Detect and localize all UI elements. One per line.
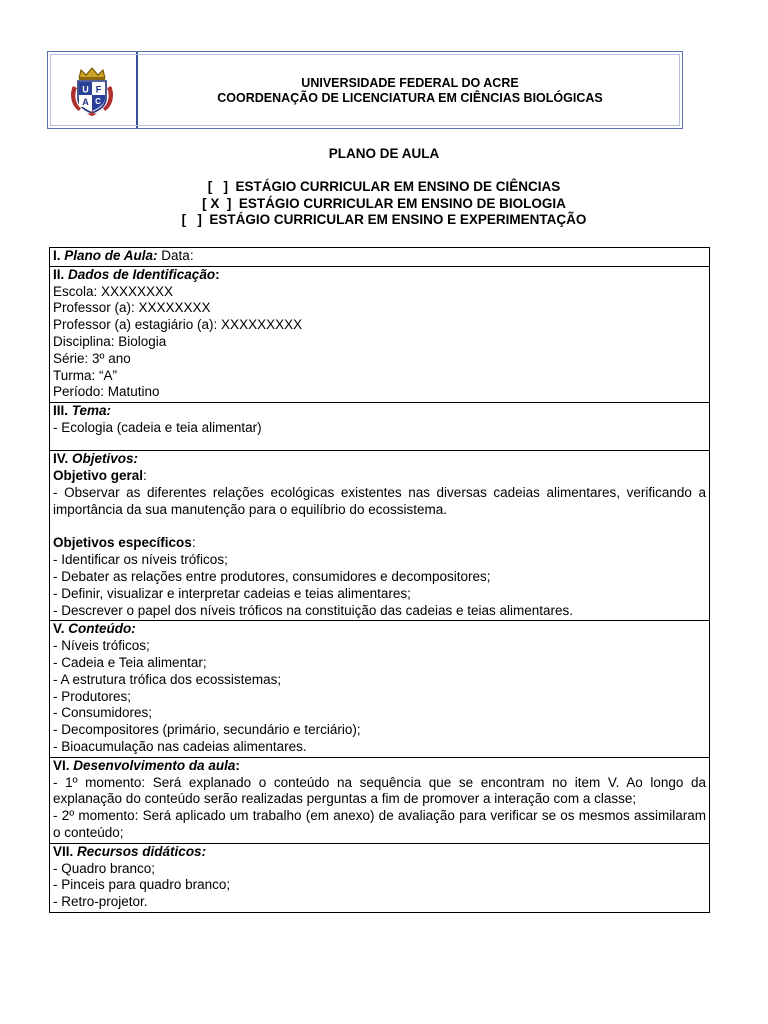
- internship-option-sciences: [ ] ESTÁGIO CURRICULAR EM ENSINO DE CIÊNCIAS: [207, 179, 561, 194]
- university-crest-icon: [67, 64, 117, 116]
- specific-objectives-label: Objetivos específicos: [53, 535, 192, 551]
- content-item: - Consumidores;: [53, 705, 153, 721]
- university-name: UNIVERSIDADE FEDERAL DO ACRE: [301, 76, 519, 90]
- crest-letter-f: F: [95, 84, 102, 95]
- development-paragraph: - 2º momento: Será aplicado um trabalho (em anexo) de avaliação para verificar se os mesmos assimilaram o conteúdo;: [53, 808, 706, 840]
- specific-objective: - Identificar os níveis tróficos;: [53, 552, 228, 568]
- section-number: VI.: [53, 757, 70, 773]
- internship-option-experimentation: [ ] ESTÁGIO CURRICULAR EM ENSINO E EXPERIMENTAÇÃO: [181, 212, 587, 227]
- document-title: PLANO DE AULA: [328, 146, 440, 161]
- content-item: - Níveis tróficos;: [53, 638, 150, 654]
- header-title-cell: [138, 52, 682, 128]
- theme-line: - Ecologia (cadeia e teia alimentar): [53, 419, 262, 435]
- crest-letter-u: U: [82, 84, 89, 95]
- section-plan: [50, 248, 710, 267]
- section-label: Conteúdo:: [68, 621, 136, 637]
- identification-line: Professor (a) estagiário (a): XXXXXXXXX: [53, 317, 303, 333]
- logo-cell: [48, 52, 138, 128]
- section-label: Dados de Identificação: [68, 266, 216, 282]
- section-objectives: [50, 451, 710, 621]
- identification-line: Disciplina: Biologia: [53, 333, 167, 349]
- plan-date-text: Data:: [157, 248, 194, 263]
- development-paragraph: - 1º momento: Será explanado o conteúdo na sequência que se encontram no item V. Ao longo da explanação do conteúdo serão realizadas perguntas a fim de promover a interação com a classe;: [53, 774, 706, 807]
- specific-objective: - Definir, visualizar e interpretar cadeias e teias alimentares;: [53, 585, 411, 601]
- identification-line: Professor (a): XXXXXXXX: [53, 300, 211, 316]
- content-item: - Produtores;: [53, 688, 132, 704]
- section-label: Tema:: [71, 403, 112, 419]
- section-label: Plano de Aula:: [64, 248, 158, 263]
- specific-objective: - Debater as relações entre produtores, consumidores e decompositores;: [53, 568, 491, 584]
- general-objective-colon: :: [143, 467, 147, 483]
- internship-option-biology: [ X ] ESTÁGIO CURRICULAR EM ENSINO DE BIOLOGIA: [202, 195, 566, 211]
- section-number: IV.: [53, 451, 69, 467]
- section-number: V.: [53, 621, 65, 637]
- identification-line: Turma: “A”: [53, 367, 117, 383]
- general-objective-label: Objetivo geral: [53, 467, 144, 483]
- section-number: III.: [53, 403, 69, 419]
- section-colon: :: [235, 757, 240, 773]
- resource-item: - Retro-projetor.: [53, 894, 148, 910]
- content-item: - A estrutura trófica dos ecossistemas;: [53, 671, 282, 687]
- coordination-name: COORDENAÇÃO DE LICENCIATURA EM CIÊNCIAS BIOLÓGICAS: [217, 91, 603, 105]
- crest-letter-a: A: [82, 97, 89, 107]
- document-header: [47, 51, 683, 129]
- section-number: I.: [53, 248, 61, 263]
- identification-line: Escola: XXXXXXXX: [53, 283, 174, 299]
- resource-item: - Pinceis para quadro branco;: [53, 877, 231, 893]
- identification-line: Série: 3º ano: [53, 350, 131, 366]
- resource-item: - Quadro branco;: [53, 860, 156, 876]
- section-content: [50, 621, 710, 757]
- identification-line: Período: Matutino: [53, 384, 160, 400]
- section-theme: [50, 403, 710, 451]
- general-objective-text: - Observar as diferentes relações ecológicas existentes nas diversas cadeias alimentares, verificando a importância da sua manutenção para o equilíbrio do ecossistema.: [53, 484, 706, 517]
- content-item: - Cadeia e Teia alimentar;: [53, 654, 207, 670]
- specific-objective: - Descrever o papel dos níveis tróficos na constituição das cadeias e teias alimentares.: [53, 602, 574, 618]
- specific-objectives-colon: :: [191, 535, 196, 551]
- section-label: Objetivos:: [72, 451, 139, 467]
- content-item: - Bioacumulação nas cadeias alimentares.: [53, 738, 307, 754]
- content-item: - Decompositores (primário, secundário e terciário);: [53, 722, 361, 738]
- section-colon: :: [215, 266, 220, 282]
- section-label: Recursos didáticos:: [77, 843, 207, 859]
- section-development: [50, 757, 710, 843]
- lesson-plan-table: [49, 247, 710, 913]
- section-identification: [50, 266, 710, 402]
- section-resources: [50, 843, 710, 912]
- section-label: Desenvolvimento da aula: [73, 757, 236, 773]
- section-number: VII.: [53, 843, 74, 859]
- crest-letter-c: C: [95, 97, 101, 106]
- document-headings: [0, 146, 768, 229]
- section-number: II.: [53, 266, 65, 282]
